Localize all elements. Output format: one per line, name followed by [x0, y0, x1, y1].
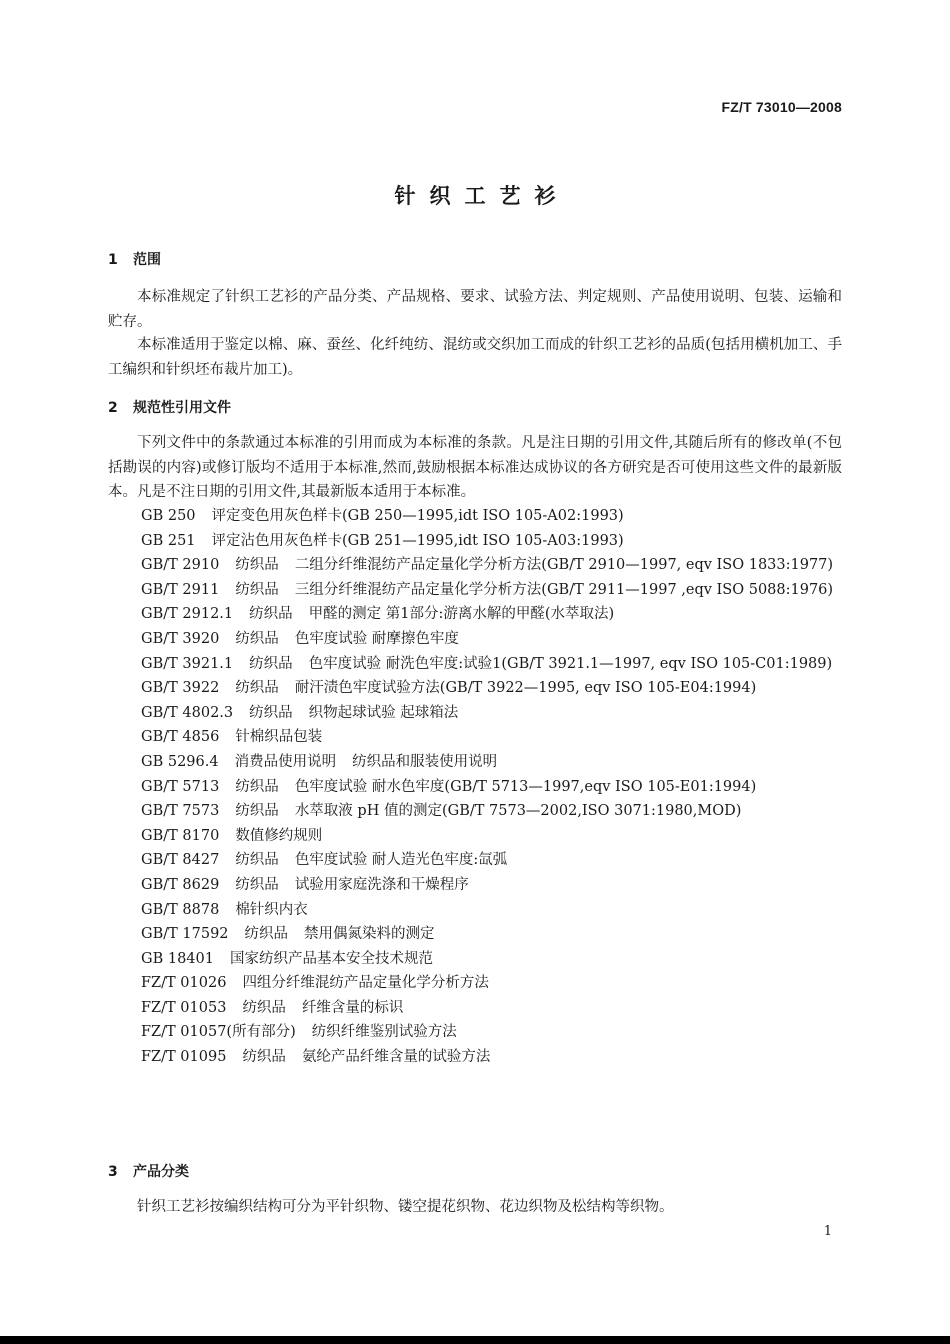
reference-title: 四组分纤维混纺产品定量化学分析方法 — [242, 975, 489, 992]
reference-code: GB/T 3920 — [141, 630, 220, 647]
reference-title: 三组分纤维混纺产品定量化学分析方法(GB/T 2911—1997 ,eqv ISO 5088:1976) — [294, 581, 834, 598]
reference-title: 禁用偶氮染料的测定 — [304, 926, 435, 943]
reference-item — [108, 799, 842, 824]
reference-item — [108, 1020, 842, 1045]
reference-title: 试验用家庭洗涤和干燥程序 — [294, 876, 469, 893]
reference-item — [108, 652, 842, 677]
reference-title: 纤维含量的标识 — [301, 999, 404, 1016]
reference-item — [108, 1045, 842, 1070]
reference-item — [108, 824, 842, 849]
reference-title: 水萃取液 pH 值的测定(GB/T 7573—2002,ISO 3071:1980,MOD) — [294, 803, 742, 820]
reference-category: 纺织品 — [235, 876, 279, 893]
reference-item — [108, 529, 842, 554]
reference-code: GB 251 — [141, 532, 196, 549]
reference-category: 消费品使用说明 — [234, 753, 337, 770]
reference-item — [108, 602, 842, 627]
reference-code: FZ/T 01057(所有部分) — [141, 1024, 296, 1041]
reference-item — [108, 725, 842, 750]
reference-code: GB/T 2911 — [141, 581, 220, 598]
reference-category: 纺织品 — [235, 852, 279, 869]
reference-title: 纺织品和服装使用说明 — [352, 753, 498, 770]
section-number: 3 — [108, 1164, 118, 1180]
reference-code: FZ/T 01095 — [141, 1049, 227, 1066]
reference-category: 纺织品 — [242, 999, 286, 1016]
section-number: 2 — [108, 400, 118, 416]
reference-code: FZ/T 01053 — [141, 999, 227, 1016]
reference-category: 纺织品 — [235, 680, 279, 697]
reference-item — [108, 578, 842, 603]
reference-code: GB 250 — [141, 508, 196, 524]
reference-item — [108, 553, 842, 578]
reference-item — [108, 873, 842, 898]
reference-title: 评定变色用灰色样卡(GB 250—1995,idt ISO 105-A02:1993) — [211, 508, 624, 524]
standard-code: FZ/T 73010—2008 — [721, 99, 842, 115]
reference-code: GB/T 3922 — [141, 680, 220, 697]
reference-item — [108, 750, 842, 775]
reference-category: 纺织品 — [235, 803, 279, 820]
reference-title: 耐汗渍色牢度试验方法(GB/T 3922—1995, eqv ISO 105-E04:1994) — [294, 680, 757, 697]
reference-code: GB/T 4802.3 — [141, 704, 234, 721]
section-1-heading — [108, 249, 161, 269]
reference-title: 色牢度试验 耐洗色牢度:试验1(GB/T 3921.1—1997, eqv ISO 105-C01:1989) — [308, 655, 833, 672]
reference-item — [108, 701, 842, 726]
reference-item — [108, 922, 842, 947]
reference-category: 纺织品 — [235, 778, 279, 795]
reference-code: GB/T 8427 — [141, 852, 220, 869]
reference-title: 评定沾色用灰色样卡(GB 251—1995,idt ISO 105-A03:1993) — [211, 532, 624, 549]
reference-item — [108, 676, 842, 701]
reference-code: GB 5296.4 — [141, 753, 219, 770]
reference-title: 棉针织内衣 — [235, 901, 308, 918]
reference-title: 氨纶产品纤维含量的试验方法 — [301, 1049, 491, 1066]
section-2-intro: 下列文件中的条款通过本标准的引用而成为本标准的条款。凡是注日期的引用文件,其随后所有的修改单(不包括勘误的内容)或修订版均不适用于本标准,然而,鼓励根据本标准达成协议的各方研究是否可使用这些文件的最新版本。凡是不注日期的引用文件,其最新版本适用于本标准。 — [108, 435, 842, 500]
reference-title: 甲醛的测定 第1部分:游离水解的甲醛(水萃取法) — [308, 606, 615, 623]
reference-title: 色牢度试验 耐人造光色牢度:氙弧 — [294, 852, 508, 869]
section-number: 1 — [108, 252, 118, 268]
reference-code: GB/T 4856 — [141, 729, 220, 746]
reference-category: 纺织品 — [249, 704, 293, 721]
reference-title: 纺织纤维鉴别试验方法 — [311, 1024, 457, 1041]
section-3-heading — [108, 1161, 189, 1181]
reference-title: 数值修约规则 — [235, 827, 323, 844]
section-2-heading — [108, 397, 231, 417]
section-1-paragraph-1: 本标准规定了针织工艺衫的产品分类、产品规格、要求、试验方法、判定规则、产品使用说明、包装、运输和贮存。 — [108, 289, 842, 330]
reference-title: 国家纺织产品基本安全技术规范 — [229, 950, 433, 967]
normative-references-list — [108, 504, 842, 1070]
reference-item — [108, 848, 842, 873]
reference-code: GB/T 5713 — [141, 778, 220, 795]
reference-code: GB/T 8170 — [141, 827, 220, 844]
reference-code: GB/T 7573 — [141, 803, 220, 820]
reference-category: 纺织品 — [235, 630, 279, 647]
reference-code: GB/T 8629 — [141, 876, 220, 893]
reference-code: GB/T 3921.1 — [141, 655, 234, 672]
reference-category: 纺织品 — [235, 557, 279, 574]
reference-title: 针棉织品包装 — [235, 729, 323, 746]
reference-category: 纺织品 — [249, 655, 293, 672]
reference-item — [108, 898, 842, 923]
reference-item — [108, 504, 842, 529]
section-title: 范围 — [133, 252, 161, 268]
document-title: 针织工艺衫 — [394, 184, 570, 208]
bottom-rule — [0, 1336, 950, 1344]
reference-code: GB/T 2910 — [141, 557, 220, 574]
reference-title: 色牢度试验 耐摩擦色牢度 — [294, 630, 459, 647]
section-title: 规范性引用文件 — [133, 400, 231, 416]
reference-category: 纺织品 — [242, 1049, 286, 1066]
reference-category: 纺织品 — [249, 606, 293, 623]
reference-code: GB/T 2912.1 — [141, 606, 234, 623]
reference-code: GB 18401 — [141, 950, 214, 967]
reference-item — [108, 971, 842, 996]
section-title: 产品分类 — [133, 1164, 189, 1180]
reference-item — [108, 627, 842, 652]
reference-title: 织物起球试验 起球箱法 — [308, 704, 459, 721]
reference-item — [108, 996, 842, 1021]
section-1-paragraph-2: 本标准适用于鉴定以棉、麻、蚕丝、化纤纯纺、混纺或交织加工而成的针织工艺衫的品质(包括用横机加工、手工编织和针织坯布裁片加工)。 — [108, 337, 842, 378]
page-number: 1 — [823, 1224, 832, 1239]
reference-title: 二组分纤维混纺产品定量化学分析方法(GB/T 2910—1997, eqv ISO 1833:1977) — [294, 557, 834, 574]
reference-category: 纺织品 — [235, 581, 279, 598]
reference-code: GB/T 17592 — [141, 926, 229, 943]
reference-title: 色牢度试验 耐水色牢度(GB/T 5713—1997,eqv ISO 105-E01:1994) — [294, 778, 757, 795]
reference-item — [108, 775, 842, 800]
reference-item — [108, 947, 842, 972]
reference-category: 纺织品 — [244, 926, 289, 943]
reference-code: FZ/T 01026 — [141, 975, 227, 992]
reference-code: GB/T 8878 — [141, 901, 220, 918]
section-3-paragraph: 针织工艺衫按编织结构可分为平针织物、镂空提花织物、花边织物及松结构等织物。 — [137, 1199, 674, 1215]
